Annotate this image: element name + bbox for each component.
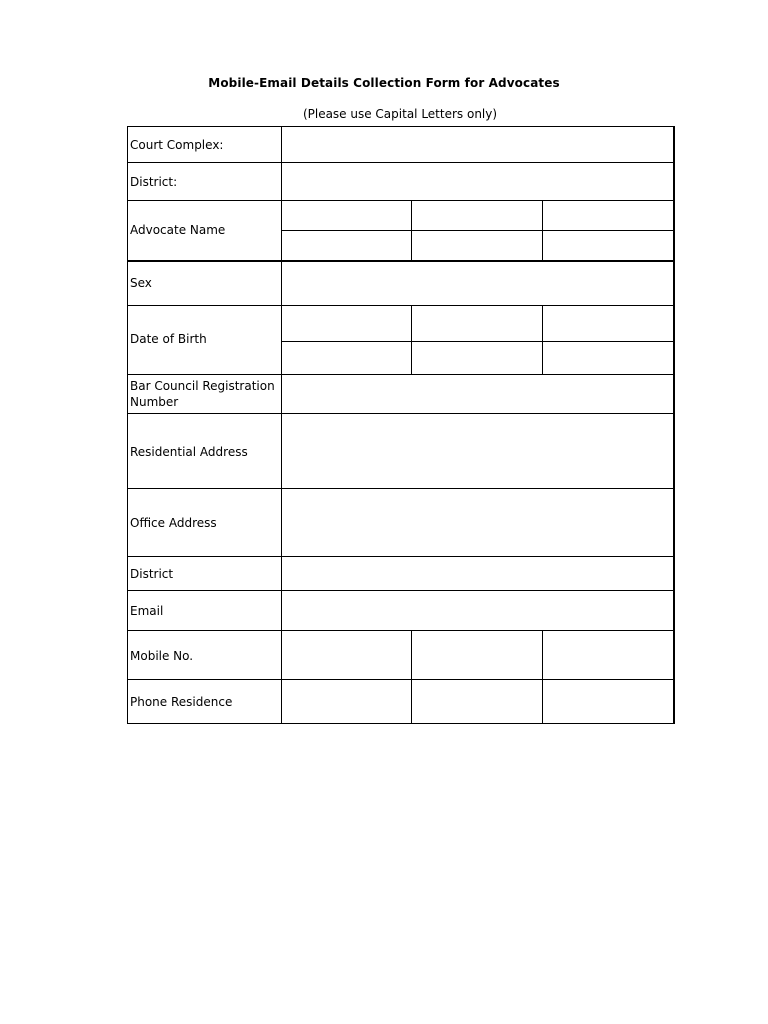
dob-subrow-divider bbox=[281, 341, 675, 342]
advocate-name-field[interactable] bbox=[544, 202, 672, 229]
label-office-address: Office Address bbox=[130, 516, 217, 530]
phone-col-divider bbox=[411, 630, 412, 724]
office-address-field[interactable] bbox=[283, 490, 672, 555]
table-border-top bbox=[127, 126, 675, 127]
advocate-name-col-divider bbox=[542, 200, 543, 260]
row-divider bbox=[127, 374, 675, 375]
row-divider bbox=[127, 200, 675, 201]
label-residential-address: Residential Address bbox=[130, 445, 248, 459]
label-bar-council: Bar Council Registration Number bbox=[130, 379, 275, 409]
table-border-right bbox=[673, 126, 675, 724]
row-divider bbox=[127, 413, 675, 414]
mobile-no-field[interactable] bbox=[413, 632, 541, 678]
label-column-divider bbox=[281, 126, 282, 724]
dob-field[interactable] bbox=[544, 343, 672, 373]
form-subtitle: (Please use Capital Letters only) bbox=[302, 107, 498, 121]
advocate-name-field[interactable] bbox=[283, 202, 410, 229]
district-top-field[interactable] bbox=[283, 164, 672, 199]
label-district: District bbox=[130, 567, 174, 581]
row-divider bbox=[127, 679, 675, 680]
label-sex: Sex bbox=[130, 276, 152, 290]
dob-col-divider bbox=[542, 305, 543, 374]
label-court-complex: Court Complex: bbox=[130, 138, 224, 152]
dob-field[interactable] bbox=[413, 343, 541, 373]
dob-field[interactable] bbox=[413, 307, 541, 340]
advocate-name-field[interactable] bbox=[283, 232, 410, 259]
row-divider bbox=[127, 162, 675, 163]
residential-address-field[interactable] bbox=[283, 415, 672, 487]
mobile-no-field[interactable] bbox=[544, 632, 672, 678]
phone-col-divider bbox=[542, 630, 543, 724]
dob-field[interactable] bbox=[544, 307, 672, 340]
label-date-of-birth: Date of Birth bbox=[130, 332, 207, 346]
court-complex-field[interactable] bbox=[283, 128, 672, 161]
advocate-name-field[interactable] bbox=[413, 232, 541, 259]
advocate-name-field[interactable] bbox=[544, 232, 672, 259]
label-district-top: District: bbox=[130, 175, 178, 189]
label-email: Email bbox=[130, 604, 164, 618]
table-border-left bbox=[127, 126, 128, 724]
dob-field[interactable] bbox=[283, 307, 410, 340]
dob-col-divider bbox=[411, 305, 412, 374]
advocate-name-subrow-divider bbox=[281, 230, 675, 231]
district-field[interactable] bbox=[283, 558, 672, 589]
label-phone-residence: Phone Residence bbox=[130, 695, 233, 709]
mobile-no-field[interactable] bbox=[283, 632, 410, 678]
row-divider bbox=[127, 260, 675, 262]
table-border-bottom bbox=[127, 723, 675, 724]
row-divider bbox=[127, 488, 675, 489]
label-mobile-no: Mobile No. bbox=[130, 649, 194, 663]
bar-council-field[interactable] bbox=[283, 376, 672, 412]
label-advocate-name: Advocate Name bbox=[130, 223, 226, 237]
phone-residence-field[interactable] bbox=[283, 681, 410, 722]
row-divider bbox=[127, 590, 675, 591]
email-field[interactable] bbox=[283, 592, 672, 629]
advocate-name-col-divider bbox=[411, 200, 412, 260]
phone-residence-field[interactable] bbox=[413, 681, 541, 722]
sex-field[interactable] bbox=[283, 263, 672, 304]
advocate-name-field[interactable] bbox=[413, 202, 541, 229]
row-divider bbox=[127, 630, 675, 631]
row-divider bbox=[127, 556, 675, 557]
form-title: Mobile-Email Details Collection Form for Advocates bbox=[208, 76, 560, 90]
dob-field[interactable] bbox=[283, 343, 410, 373]
row-divider bbox=[127, 305, 675, 306]
phone-residence-field[interactable] bbox=[544, 681, 672, 722]
